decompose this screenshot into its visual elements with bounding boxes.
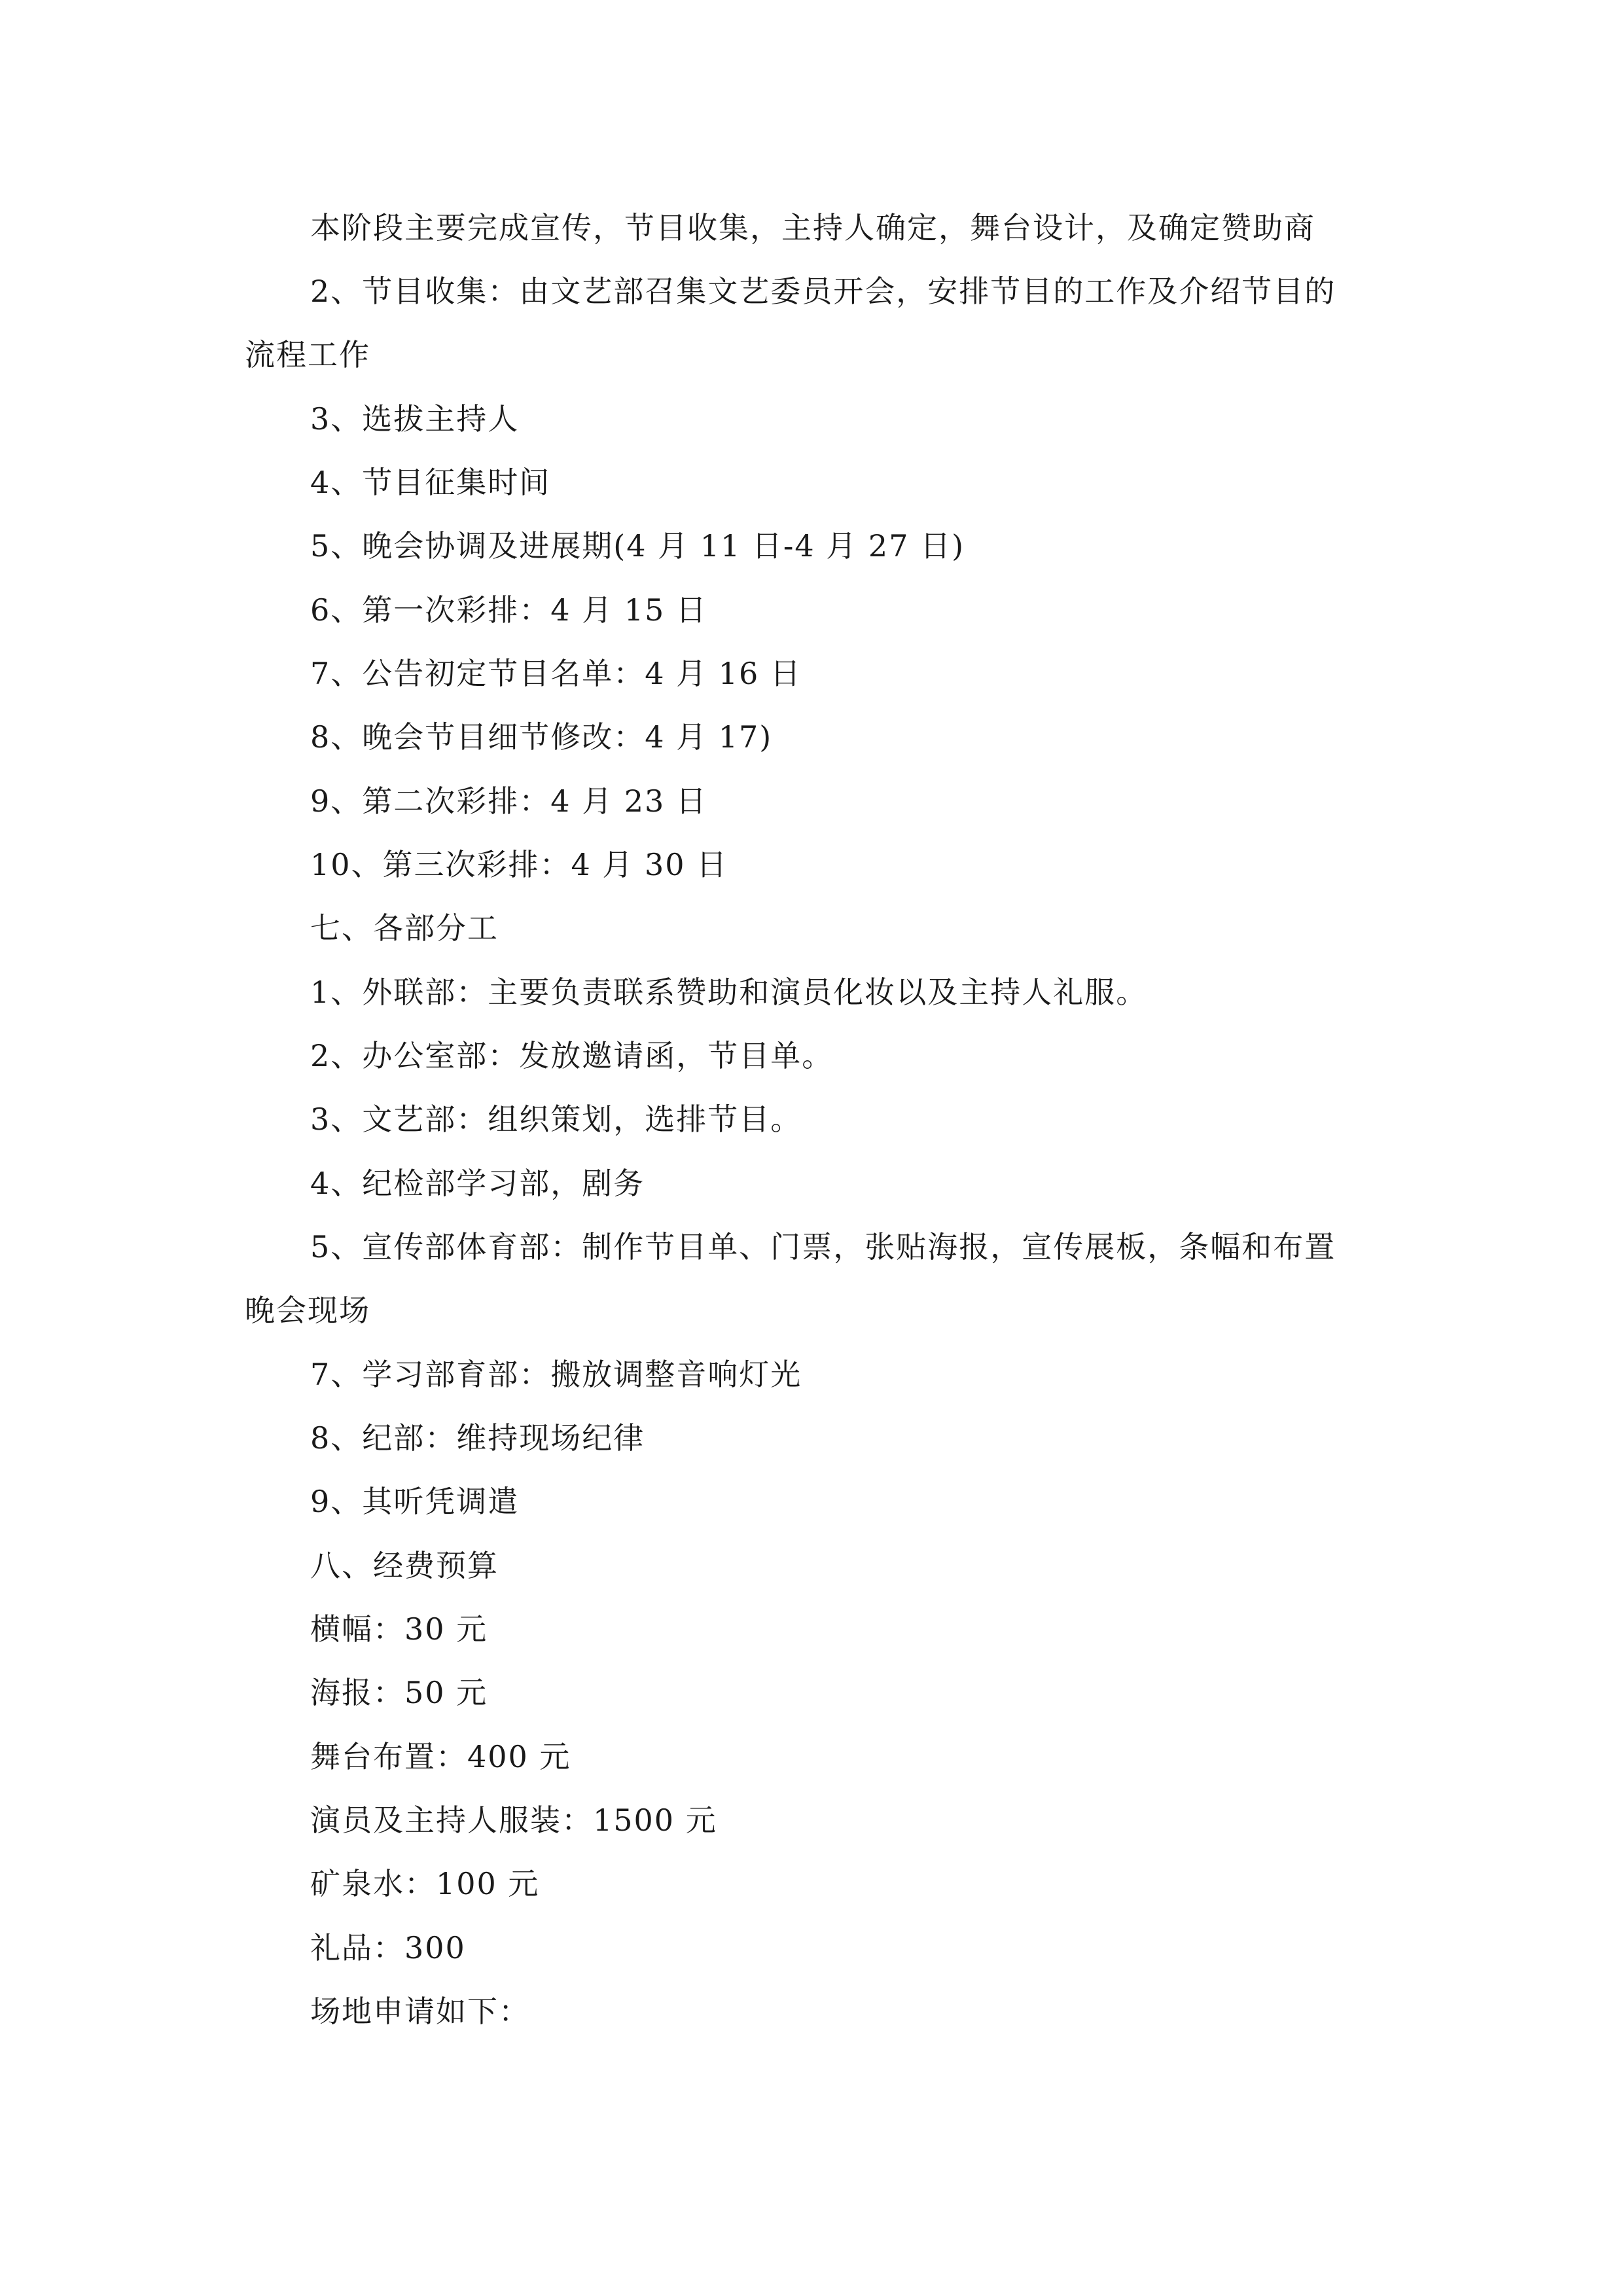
- text-line-order-dept: 8、纪部：维持现场纪律: [310, 1420, 645, 1456]
- budget-item-banner: 横幅：30 元: [310, 1611, 488, 1647]
- text-line-liaison-dept: 1、外联部：主要负责联系赞助和演员化妆以及主持人礼服。: [310, 975, 1148, 1010]
- text-line-select-host: 3、选拔主持人: [310, 401, 520, 437]
- text-line-publicity-dept: 5、宣传部体育部：制作节目单、门票，张贴海报，宣传展板，条幅和布置: [310, 1229, 1336, 1265]
- budget-item-water: 矿泉水：100 元: [310, 1866, 540, 1901]
- text-line-third-rehearsal: 10、第三次彩排：4 月 30 日: [310, 847, 728, 882]
- text-line-coordination-period: 5、晚会协调及进展期(4 月 11 日-4 月 27 日): [310, 528, 965, 564]
- text-line-office-dept: 2、办公室部：发放邀请函，节目单。: [310, 1038, 834, 1073]
- section-heading-division: 七、各部分工: [310, 910, 499, 946]
- text-line-second-rehearsal: 9、第二次彩排：4 月 23 日: [310, 783, 707, 819]
- budget-item-gifts: 礼品：300: [310, 1930, 466, 1965]
- budget-item-stage: 舞台布置：400 元: [310, 1739, 571, 1774]
- budget-item-costume: 演员及主持人服装：1500 元: [310, 1803, 717, 1838]
- text-line-study-dept: 7、学习部育部：搬放调整音响灯光: [310, 1357, 802, 1392]
- text-line-stage-summary: 本阶段主要完成宣传，节目收集，主持人确定，舞台设计，及确定赞助商: [310, 210, 1315, 245]
- text-line-program-collection: 2、节目收集：由文艺部召集文艺委员开会，安排节目的工作及介绍节目的: [310, 274, 1336, 309]
- text-line-discipline-dept: 4、纪检部学习部，剧务: [310, 1166, 645, 1201]
- text-line-first-rehearsal: 6、第一次彩排：4 月 15 日: [310, 592, 707, 628]
- text-line-collection-time: 4、节目征集时间: [310, 465, 551, 500]
- text-line-process-work: 流程工作: [245, 337, 370, 372]
- budget-item-poster: 海报：50 元: [310, 1675, 488, 1710]
- section-heading-budget: 八、经费预算: [310, 1548, 499, 1583]
- text-line-venue-setup: 晚会现场: [245, 1293, 370, 1328]
- text-line-detail-revision: 8、晚会节目细节修改：4 月 17): [310, 719, 773, 755]
- text-line-arts-dept: 3、文艺部：组织策划，选排节目。: [310, 1102, 802, 1137]
- text-line-others: 9、其听凭调遣: [310, 1484, 520, 1519]
- text-line-announce-list: 7、公告初定节目名单：4 月 16 日: [310, 656, 802, 691]
- text-line-venue-application: 场地申请如下：: [310, 1994, 530, 2029]
